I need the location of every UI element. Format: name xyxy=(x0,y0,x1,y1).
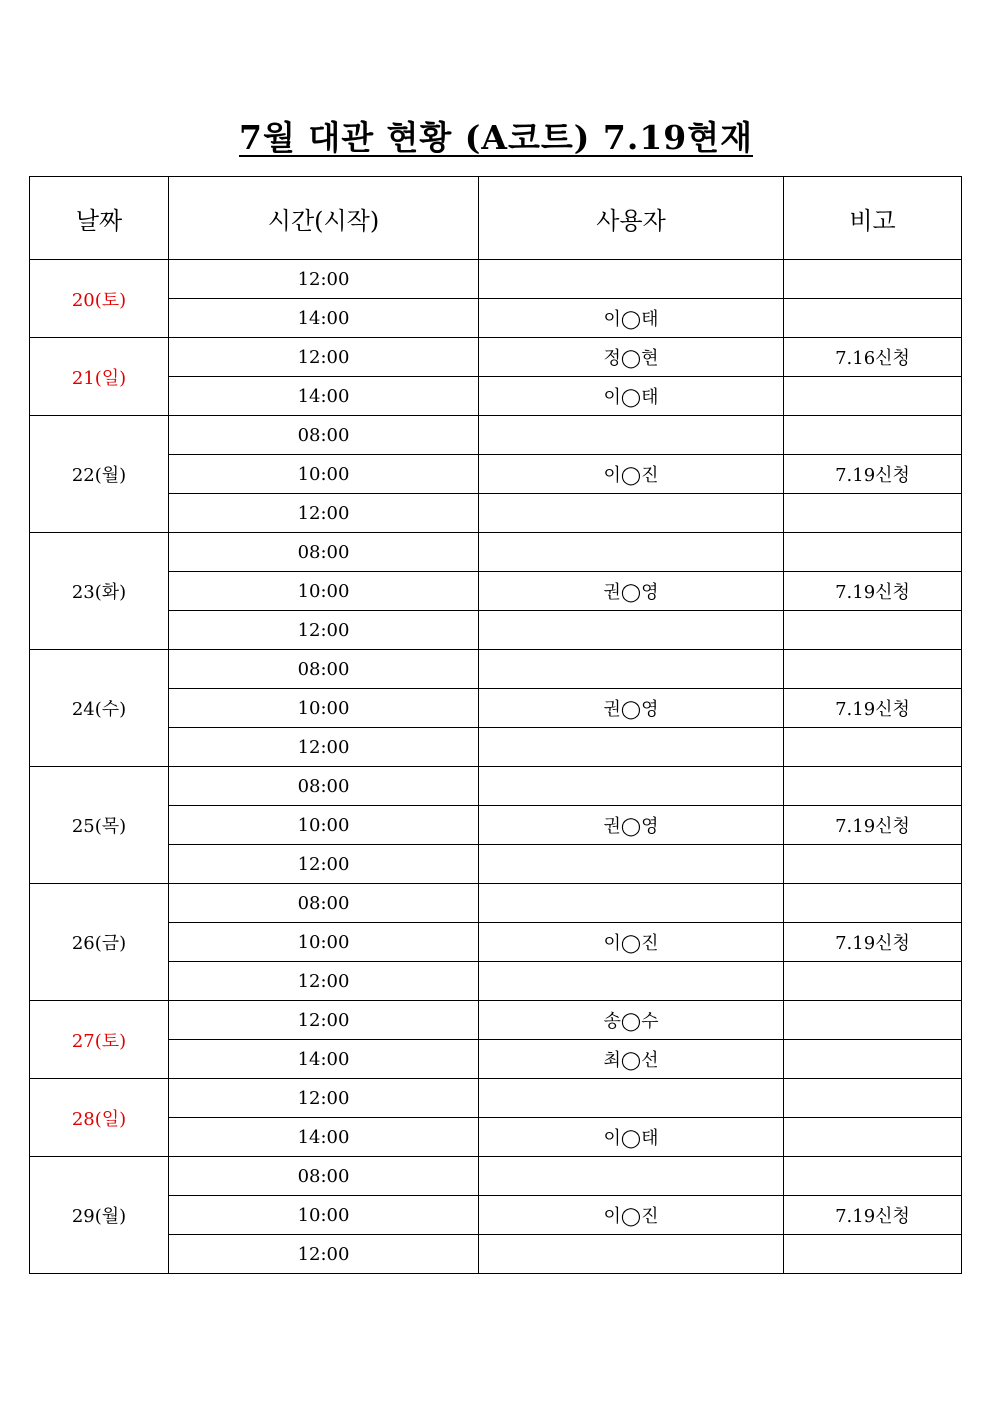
date-cell: 22(월) xyxy=(30,416,169,533)
note-cell xyxy=(784,494,962,533)
note-cell: 7.16신청 xyxy=(784,338,962,377)
note-cell: 7.19신청 xyxy=(784,923,962,962)
table-row xyxy=(30,884,962,923)
table-row xyxy=(30,572,962,611)
table-row xyxy=(30,1079,962,1118)
user-cell: 이◯진 xyxy=(479,923,784,962)
user-cell xyxy=(479,533,784,572)
header-row xyxy=(30,177,962,260)
time-cell: 12:00 xyxy=(169,494,479,533)
table-row xyxy=(30,455,962,494)
time-cell: 12:00 xyxy=(169,338,479,377)
page-title xyxy=(0,112,992,159)
user-cell xyxy=(479,728,784,767)
time-cell: 10:00 xyxy=(169,923,479,962)
user-cell xyxy=(479,260,784,299)
user-cell: 이◯태 xyxy=(479,299,784,338)
user-cell xyxy=(479,767,784,806)
note-cell: 7.19신청 xyxy=(784,806,962,845)
user-cell: 송◯수 xyxy=(479,1001,784,1040)
time-cell: 08:00 xyxy=(169,650,479,689)
user-cell xyxy=(479,611,784,650)
header-user: 사용자 xyxy=(479,177,784,260)
table-row xyxy=(30,650,962,689)
note-cell xyxy=(784,299,962,338)
date-cell: 29(월) xyxy=(30,1157,169,1274)
table-row xyxy=(30,416,962,455)
header-date: 날짜 xyxy=(30,177,169,260)
date-cell: 26(금) xyxy=(30,884,169,1001)
user-cell xyxy=(479,494,784,533)
note-cell xyxy=(784,1118,962,1157)
time-cell: 12:00 xyxy=(169,845,479,884)
table-row xyxy=(30,689,962,728)
user-cell: 최◯선 xyxy=(479,1040,784,1079)
date-cell: 25(목) xyxy=(30,767,169,884)
user-cell: 권◯영 xyxy=(479,689,784,728)
note-cell: 7.19신청 xyxy=(784,1196,962,1235)
time-cell: 08:00 xyxy=(169,416,479,455)
date-cell: 20(토) xyxy=(30,260,169,338)
note-cell: 7.19신청 xyxy=(784,455,962,494)
user-cell xyxy=(479,962,784,1001)
user-cell: 이◯진 xyxy=(479,455,784,494)
note-cell xyxy=(784,1001,962,1040)
time-cell: 14:00 xyxy=(169,1118,479,1157)
table-row xyxy=(30,767,962,806)
user-cell: 정◯현 xyxy=(479,338,784,377)
note-cell: 7.19신청 xyxy=(784,572,962,611)
user-cell xyxy=(479,416,784,455)
note-cell xyxy=(784,962,962,1001)
time-cell: 10:00 xyxy=(169,689,479,728)
table-row xyxy=(30,611,962,650)
note-cell xyxy=(784,377,962,416)
time-cell: 12:00 xyxy=(169,962,479,1001)
note-cell: 7.19신청 xyxy=(784,689,962,728)
time-cell: 12:00 xyxy=(169,1079,479,1118)
note-cell xyxy=(784,611,962,650)
header-time: 시간(시작) xyxy=(169,177,479,260)
table-row xyxy=(30,1235,962,1274)
note-cell xyxy=(784,1040,962,1079)
note-cell xyxy=(784,767,962,806)
time-cell: 14:00 xyxy=(169,299,479,338)
user-cell xyxy=(479,1079,784,1118)
time-cell: 08:00 xyxy=(169,533,479,572)
user-cell: 권◯영 xyxy=(479,806,784,845)
user-cell xyxy=(479,650,784,689)
note-cell xyxy=(784,533,962,572)
schedule-body xyxy=(30,260,962,1274)
user-cell: 이◯태 xyxy=(479,1118,784,1157)
table-row xyxy=(30,845,962,884)
user-cell: 이◯태 xyxy=(479,377,784,416)
time-cell: 12:00 xyxy=(169,260,479,299)
table-row xyxy=(30,533,962,572)
table-row xyxy=(30,1040,962,1079)
user-cell: 권◯영 xyxy=(479,572,784,611)
table-row xyxy=(30,806,962,845)
table-row xyxy=(30,338,962,377)
note-cell xyxy=(784,260,962,299)
time-cell: 14:00 xyxy=(169,377,479,416)
user-cell xyxy=(479,1157,784,1196)
time-cell: 10:00 xyxy=(169,572,479,611)
schedule-table xyxy=(29,176,962,1274)
table-row xyxy=(30,1001,962,1040)
user-cell xyxy=(479,1235,784,1274)
date-cell: 27(토) xyxy=(30,1001,169,1079)
note-cell xyxy=(784,884,962,923)
note-cell xyxy=(784,1157,962,1196)
time-cell: 08:00 xyxy=(169,884,479,923)
date-cell: 28(일) xyxy=(30,1079,169,1157)
date-cell: 21(일) xyxy=(30,338,169,416)
table-row xyxy=(30,962,962,1001)
table-row xyxy=(30,1196,962,1235)
note-cell xyxy=(784,845,962,884)
table-row xyxy=(30,260,962,299)
table-row xyxy=(30,728,962,767)
time-cell: 12:00 xyxy=(169,1001,479,1040)
table-row xyxy=(30,923,962,962)
note-cell xyxy=(784,1079,962,1118)
time-cell: 10:00 xyxy=(169,806,479,845)
note-cell xyxy=(784,650,962,689)
table-row xyxy=(30,1118,962,1157)
time-cell: 10:00 xyxy=(169,455,479,494)
time-cell: 08:00 xyxy=(169,767,479,806)
user-cell xyxy=(479,845,784,884)
user-cell: 이◯진 xyxy=(479,1196,784,1235)
table-row xyxy=(30,1157,962,1196)
user-cell xyxy=(479,884,784,923)
time-cell: 12:00 xyxy=(169,1235,479,1274)
time-cell: 12:00 xyxy=(169,728,479,767)
table-row xyxy=(30,299,962,338)
time-cell: 10:00 xyxy=(169,1196,479,1235)
table-row xyxy=(30,494,962,533)
page-title-text: 7월 대관 현황 (A코트) 7.19현재 xyxy=(238,118,754,157)
time-cell: 12:00 xyxy=(169,611,479,650)
time-cell: 14:00 xyxy=(169,1040,479,1079)
time-cell: 08:00 xyxy=(169,1157,479,1196)
note-cell xyxy=(784,1235,962,1274)
date-cell: 24(수) xyxy=(30,650,169,767)
note-cell xyxy=(784,416,962,455)
header-note: 비고 xyxy=(784,177,962,260)
date-cell: 23(화) xyxy=(30,533,169,650)
table-row xyxy=(30,377,962,416)
note-cell xyxy=(784,728,962,767)
